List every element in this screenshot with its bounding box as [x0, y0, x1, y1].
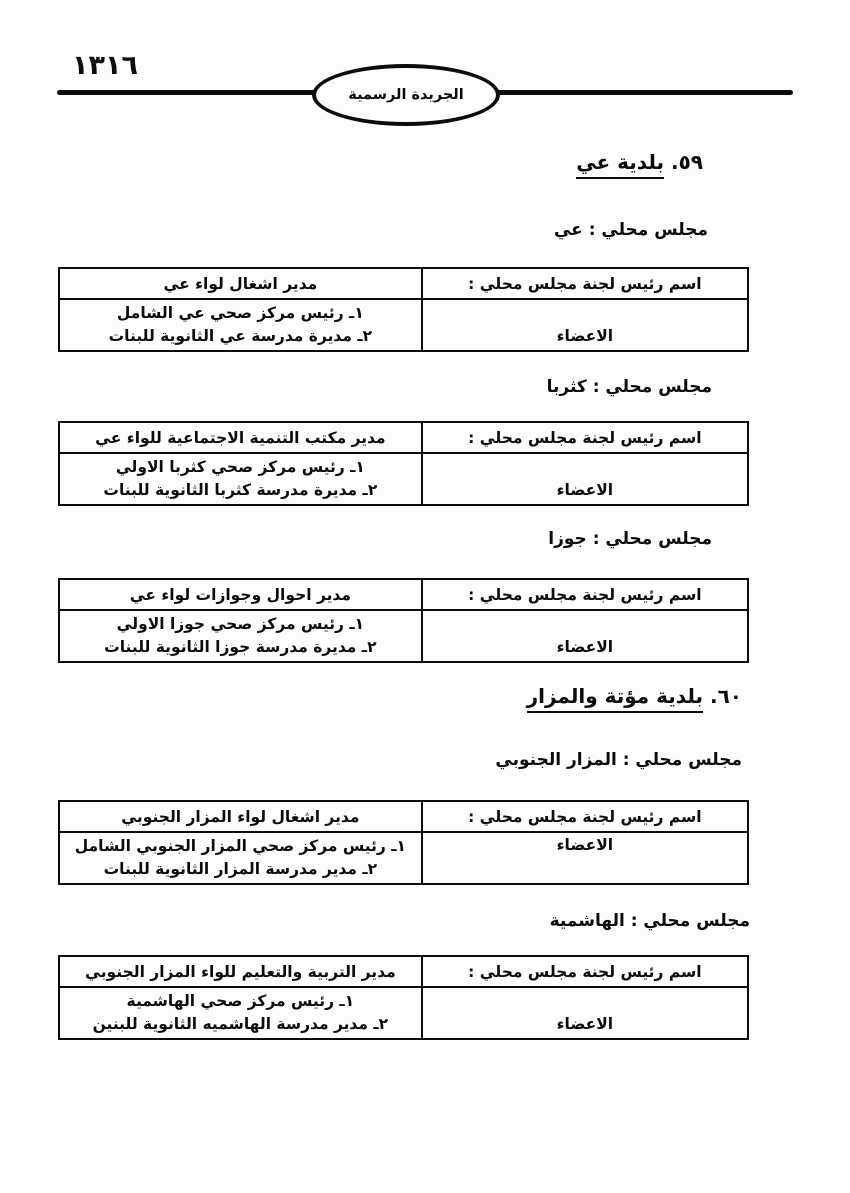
members-label: الاعضاء	[421, 300, 747, 350]
chairman-label: اسم رئيس لجنة مجلس محلي :	[421, 957, 747, 986]
member-item: ٢ـ مديرة مدرسة جوزا الثانوية للبنات	[104, 638, 377, 656]
table-row	[60, 580, 747, 609]
member-item: ١ـ رئيس مركز صحي عي الشامل	[116, 304, 364, 322]
member-item: ٢ـ مدير مدرسة الهاشميه الثانوية للبنين	[92, 1015, 389, 1033]
council-heading-ai: مجلس محلي : عي	[553, 220, 708, 240]
chairman-value: مدير مكتب التنمية الاجتماعية للواء عي	[95, 428, 386, 447]
chairman-label: اسم رئيس لجنة مجلس محلي :	[421, 580, 747, 609]
members-list	[60, 611, 421, 661]
members-label: الاعضاء	[421, 611, 747, 661]
section-title-text: بلدية مؤتة والمزار	[527, 684, 703, 713]
section-title-text: بلدية عي	[576, 150, 664, 179]
council-table-ai	[58, 267, 749, 352]
members-list	[60, 300, 421, 350]
member-item: ٢ـ مديرة مدرسة كثربا الثانوية للبنات	[103, 481, 378, 499]
members-label: الاعضاء	[421, 833, 747, 883]
members-label: الاعضاء	[421, 988, 747, 1038]
council-heading-kathraba: مجلس محلي : كثربا	[546, 377, 712, 397]
table-row	[60, 831, 747, 883]
section-number: ٦٠.	[709, 684, 742, 708]
chairman-value: مدير احوال وجوازات لواء عي	[129, 585, 351, 604]
page-number: ١٣١٦	[72, 50, 138, 81]
chairman-value: مدير اشغال لواء عي	[163, 274, 318, 293]
member-item: ١ـ رئيس مركز صحي المزار الجنوبي الشامل	[74, 837, 406, 855]
chairman-label: اسم رئيس لجنة مجلس محلي :	[421, 269, 747, 298]
chairman-label: اسم رئيس لجنة مجلس محلي :	[421, 423, 747, 452]
members-label: الاعضاء	[421, 454, 747, 504]
table-row	[60, 957, 747, 986]
member-item: ٢ـ مديرة مدرسة عي الثانوية للبنات	[108, 327, 373, 345]
table-row	[60, 269, 747, 298]
council-table-mazar-janoubi	[58, 800, 749, 885]
chairman-label: اسم رئيس لجنة مجلس محلي :	[421, 802, 747, 831]
members-list	[60, 454, 421, 504]
council-heading-hashimiya: مجلس محلي : الهاشمية	[549, 911, 750, 931]
table-row	[60, 423, 747, 452]
member-item: ١ـ رئيس مركز صحي كثربا الاولي	[115, 458, 365, 476]
section-59-title	[576, 150, 703, 174]
section-number: ٥٩.	[670, 150, 703, 174]
members-list	[60, 988, 421, 1038]
council-table-kathraba	[58, 421, 749, 506]
gazette-banner-oval	[312, 64, 500, 126]
table-row	[60, 986, 747, 1038]
gazette-banner-label: الجريدة الرسمية	[348, 87, 464, 103]
table-row	[60, 609, 747, 661]
members-list	[60, 833, 421, 883]
table-row	[60, 452, 747, 504]
council-heading-joza: مجلس محلي : جوزا	[548, 529, 712, 549]
council-table-hashimiya	[58, 955, 749, 1040]
council-heading-mazar-janoubi: مجلس محلي : المزار الجنوبي	[495, 750, 742, 770]
member-item: ١ـ رئيس مركز صحي جوزا الاولي	[116, 615, 365, 633]
table-row	[60, 298, 747, 350]
table-row	[60, 802, 747, 831]
chairman-value: مدير التربية والتعليم للواء المزار الجنوبي	[85, 962, 396, 981]
section-60-title	[527, 684, 742, 708]
member-item: ٢ـ مدير مدرسة المزار الثانوية للبنات	[103, 860, 378, 878]
chairman-value: مدير اشغال لواء المزار الجنوبي	[121, 807, 360, 826]
council-table-joza	[58, 578, 749, 663]
member-item: ١ـ رئيس مركز صحي الهاشمية	[126, 992, 355, 1010]
